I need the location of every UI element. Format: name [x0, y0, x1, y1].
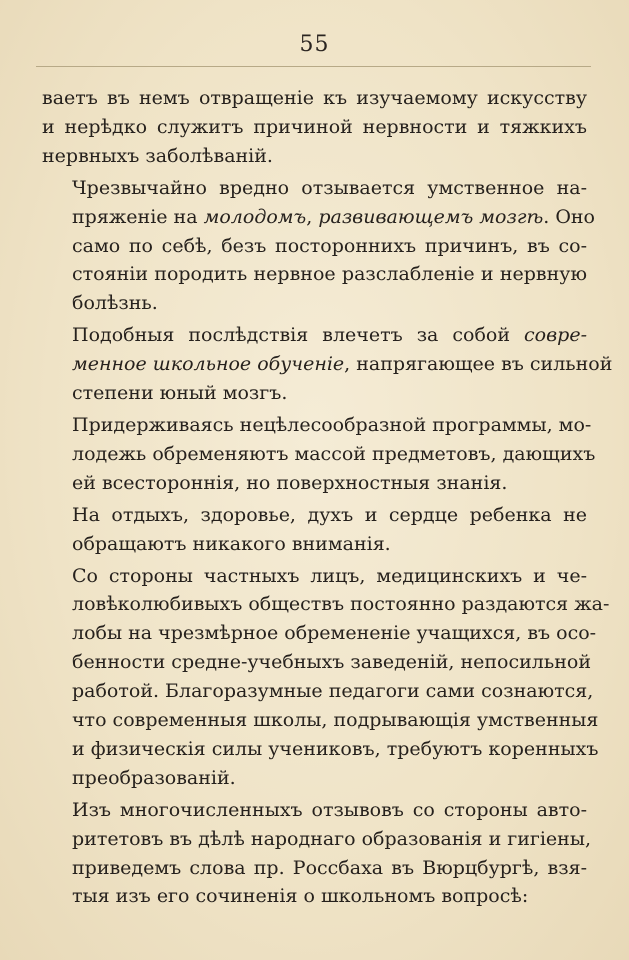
text-line: болѣзнь. — [72, 292, 158, 315]
text-run: , — [306, 205, 319, 228]
text-line: Со стороны частныхъ лицъ, медицинскихъ и че- — [72, 564, 587, 587]
text-line-mixed — [42, 350, 613, 379]
paragraph-6 — [42, 562, 610, 793]
paragraph-2 — [42, 174, 595, 319]
paragraph-3 — [42, 321, 613, 408]
text-run: . Оно — [543, 205, 595, 228]
text-line: лодежь обременяютъ массой предметовъ, дающихъ — [72, 442, 596, 465]
text-line: ритетовъ въ дѣлѣ народнаго образованія и гигіены, — [72, 827, 592, 850]
body-text — [42, 84, 613, 914]
text-run: , напрягающее въ сильной — [344, 353, 613, 376]
text-line: Изъ многочисленныхъ отзывовъ со стороны авто- — [72, 798, 587, 821]
text-run: пряженіе на — [72, 205, 204, 228]
text-line: стояніи породить нервное разслабленіе и нервную — [72, 263, 587, 286]
italic-run: развивающемъ мозгѣ — [318, 205, 544, 228]
text-line-mixed — [42, 321, 587, 350]
text-line: ловѣколюбивыхъ обществъ постоянно раздаются жа- — [72, 593, 610, 616]
text-line: нервныхъ заболѣваній. — [42, 144, 273, 167]
text-line: тыя изъ его сочиненія о школьномъ вопросѣ: — [72, 885, 529, 908]
text-line: ваетъ въ немъ отвращеніе къ изучаемому искусству — [42, 87, 587, 109]
italic-run: молодомъ — [203, 205, 307, 228]
text-line: Чрезвычайно вредно отзывается умственное на- — [72, 176, 587, 199]
text-line: обращаютъ никакого вниманія. — [72, 532, 391, 555]
header-rule — [36, 66, 591, 67]
text-line: что современныя школы, подрывающія умственныя — [72, 709, 599, 732]
text-line: степени юный мозгъ. — [72, 382, 288, 405]
text-line: Придерживаясь нецѣлесообразной программы, мо- — [72, 413, 592, 436]
paragraph-5 — [42, 501, 587, 559]
italic-run: совре- — [524, 324, 587, 347]
text-line: и физическія силы учениковъ, требуютъ коренныхъ — [72, 737, 599, 760]
text-line: На отдыхъ, здоровье, духъ и сердце ребенка не — [72, 503, 587, 526]
page-number: 55 — [299, 32, 330, 57]
text-line: лобы на чрезмѣрное обремененіе учащихся, въ осо- — [72, 622, 597, 645]
italic-run: менное школьное обученіе — [72, 353, 345, 376]
text-line-mixed — [42, 203, 595, 232]
paragraph-4 — [42, 411, 596, 498]
text-line: работой. Благоразумные педагоги сами сознаются, — [72, 680, 594, 703]
text-line: и нерѣдко служитъ причиной нервности и тяжкихъ — [42, 115, 587, 138]
text-line: бенности средне-учебныхъ заведеній, непосильной — [72, 651, 591, 674]
text-line: ей всестороннія, но поверхностныя знанія. — [72, 471, 508, 494]
paragraph-1 — [42, 84, 587, 171]
text-line: само по себѣ, безъ постороннихъ причинъ, въ со- — [72, 234, 587, 257]
text-run: Подобныя послѣдствія влечетъ за собой — [72, 324, 525, 347]
text-line: преобразованій. — [72, 766, 236, 789]
text-line: приведемъ слова пр. Россбаха въ Вюрцбургѣ, взя- — [72, 856, 587, 879]
paragraph-7 — [42, 796, 592, 912]
